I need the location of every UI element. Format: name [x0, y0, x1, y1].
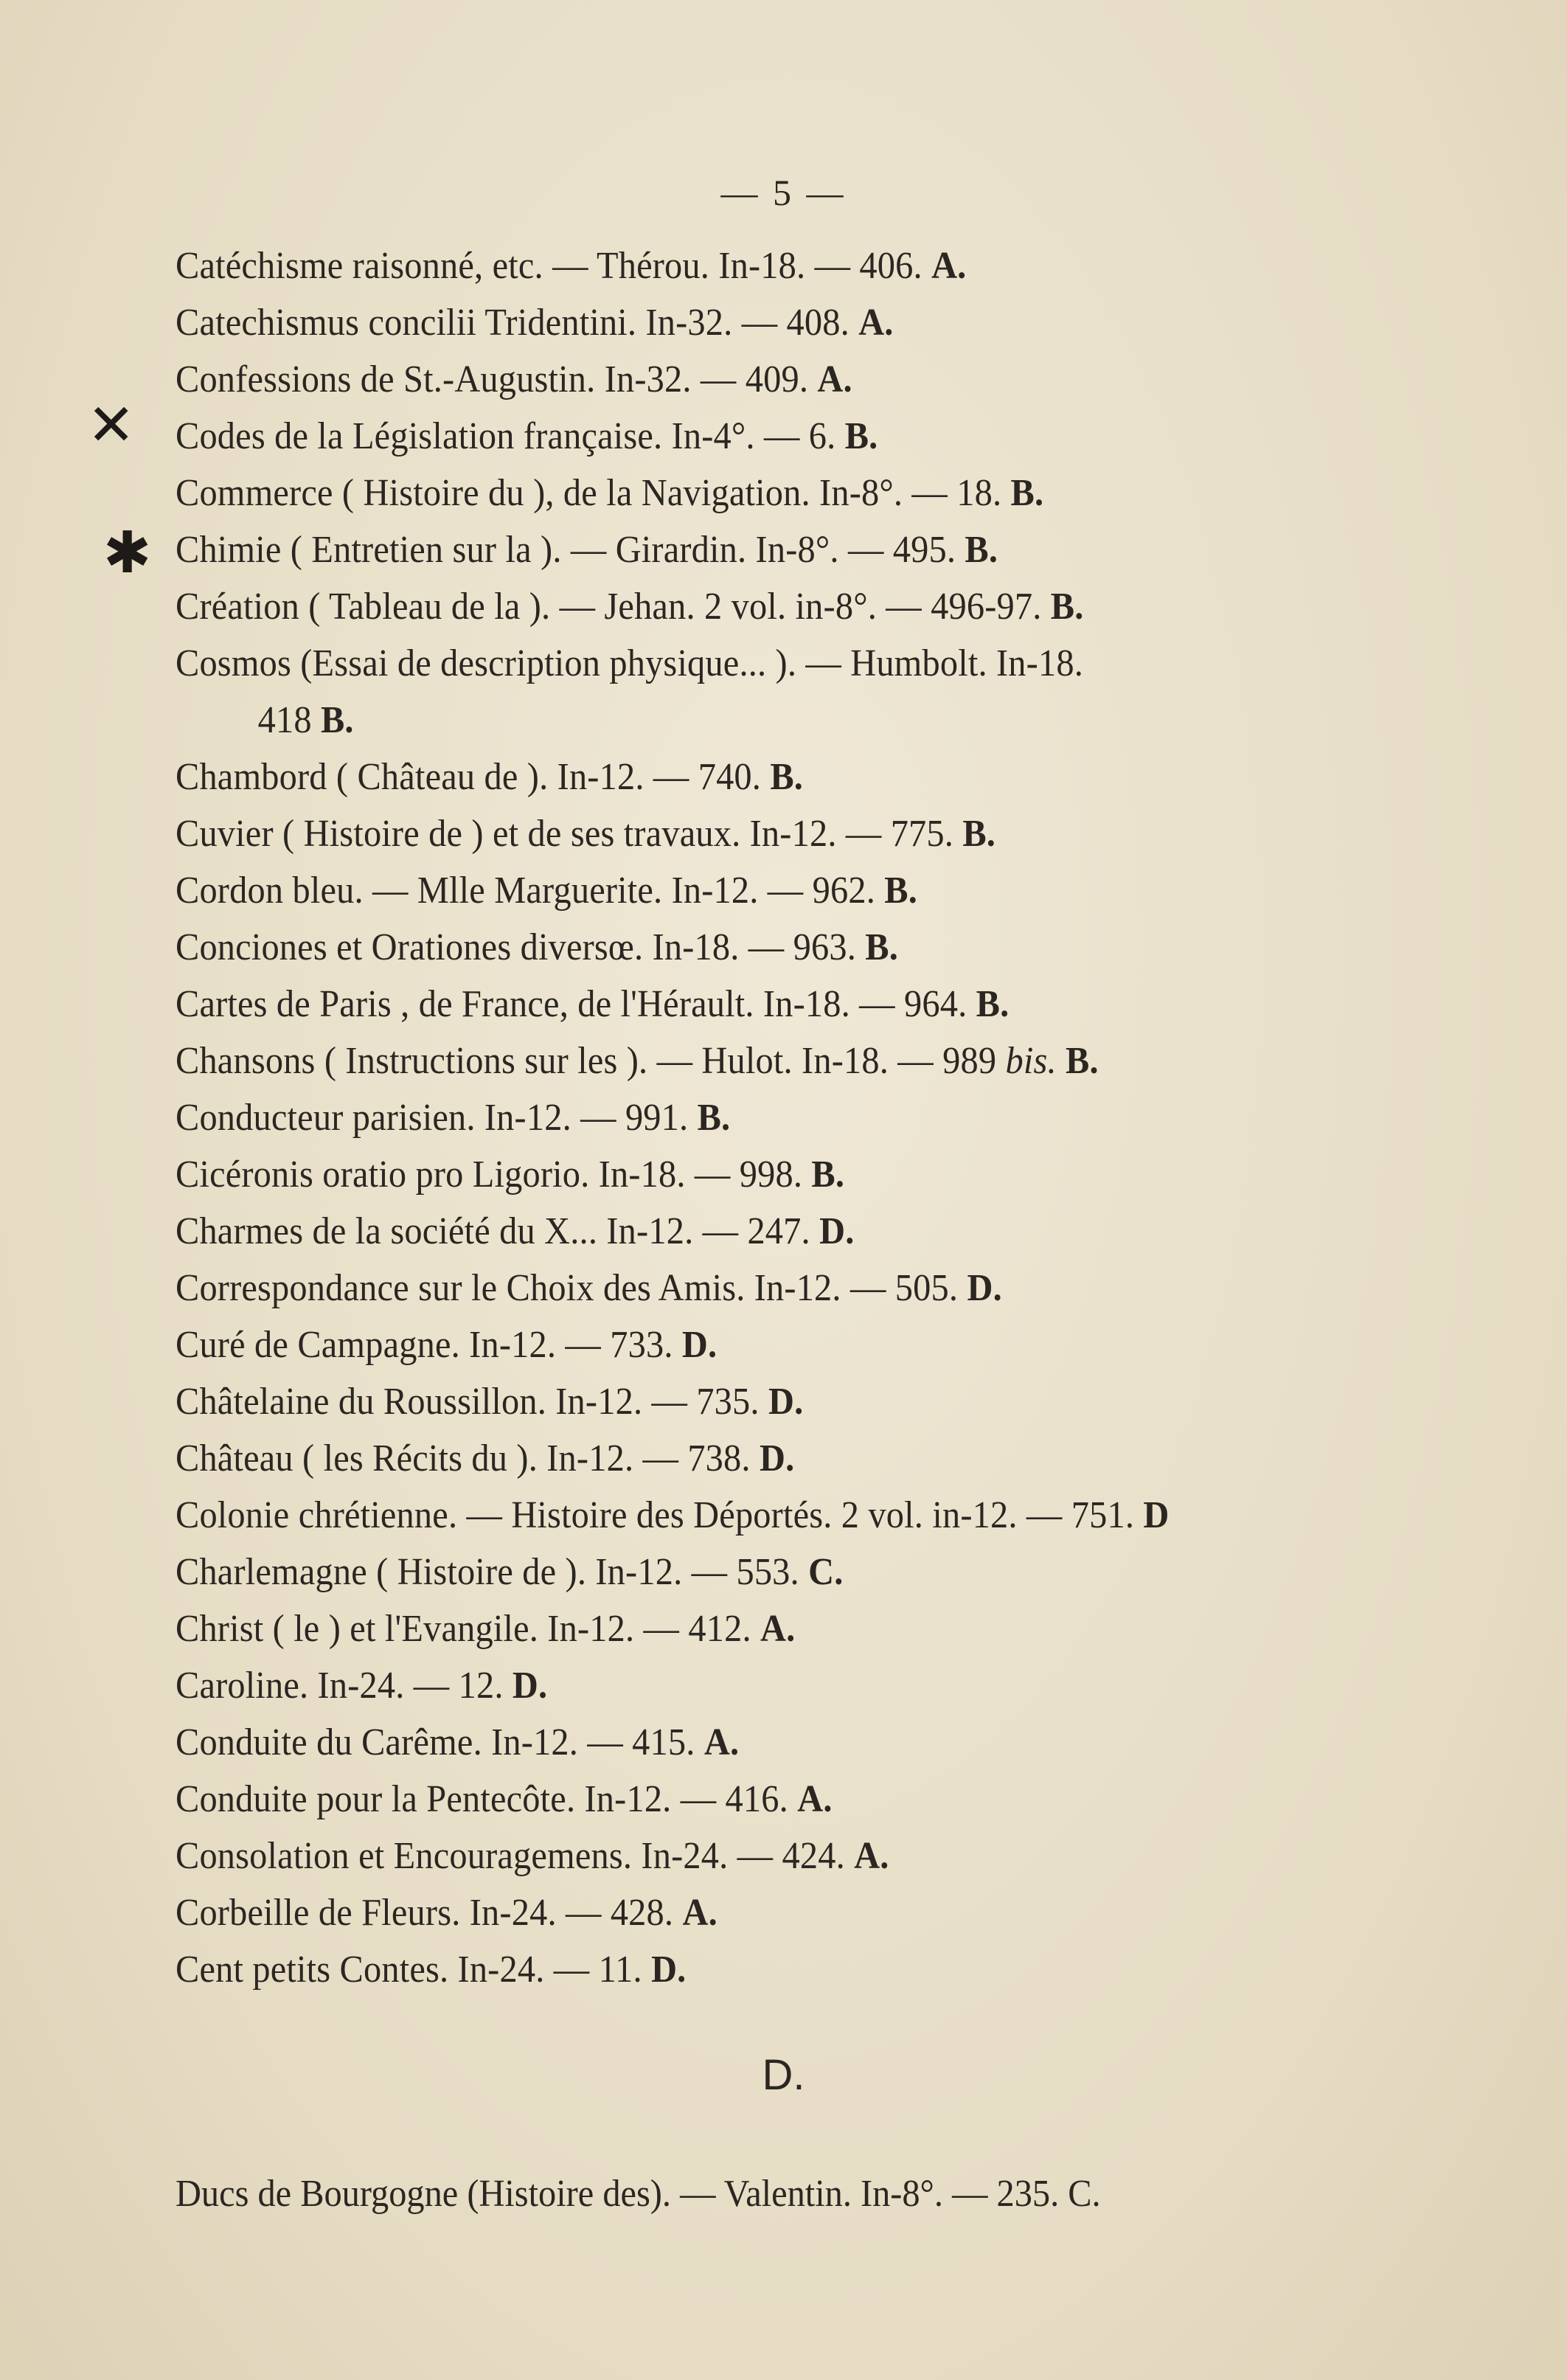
entry-text: Consolation et Encouragemens. In-24. — 424. — [176, 1835, 845, 1877]
catalogue-entry — [176, 351, 1300, 408]
entry-code: B. — [884, 870, 918, 912]
catalogue-entry — [176, 919, 1300, 976]
entry-text: Cartes de Paris , de France, de l'Hérault. In-18. — 964. — [176, 983, 967, 1025]
entry-code: C. — [1068, 2173, 1101, 2215]
entry-text: Christ ( le ) et l'Evangile. In-12. — 412. — [176, 1608, 751, 1650]
entry-text: 418 — [257, 699, 312, 741]
entry-text: Correspondance sur le Choix des Amis. In-12. — 505. — [176, 1267, 959, 1309]
catalogue-entry — [176, 635, 1300, 692]
catalogue-entry — [176, 1544, 1300, 1600]
entry-code: B. — [865, 926, 899, 968]
entry-code: B. — [844, 415, 878, 457]
entry-code: B. — [320, 699, 354, 741]
entry-code: A. — [854, 1835, 889, 1877]
catalogue-entry — [176, 976, 1300, 1033]
entry-code: B. — [1050, 586, 1084, 628]
catalogue-entry — [176, 1033, 1300, 1089]
entry-code: C. — [808, 1551, 844, 1593]
entry-text: Commerce ( Histoire du ), de la Navigation. In-8°. — 18. — [176, 472, 1002, 514]
entry-text: Châtelaine du Roussillon. In-12. — 735. — [176, 1381, 760, 1423]
catalogue-entry — [176, 237, 1300, 294]
entry-code: A. — [760, 1608, 796, 1650]
catalogue-entry — [176, 1316, 1300, 1373]
page-number: — 5 — — [720, 172, 847, 213]
entry-code: D. — [681, 1324, 718, 1366]
entry-text: Colonie chrétienne. — Histoire des Déportés. 2 vol. in-12. — 751. — [176, 1494, 1135, 1536]
entry-code: A. — [682, 1892, 718, 1934]
entry-code: B. — [697, 1097, 731, 1139]
entry-text: Confessions de St.-Augustin. In-32. — 409. — [176, 358, 809, 400]
entry-text: Catechismus concilii Tridentini. In-32. — 408. — [176, 302, 849, 344]
entry-code: D. — [967, 1267, 1002, 1309]
entry-text: Chimie ( Entretien sur la ). — Girardin. In-8°. — 495. — [176, 529, 956, 571]
catalogue-entry — [176, 578, 1300, 635]
entry-text: Château ( les Récits du ). In-12. — 738. — [176, 1437, 751, 1479]
section-heading: D. — [762, 2051, 805, 2099]
entry-text: Conciones et Orationes diversœ. In-18. — 963. — [176, 926, 857, 968]
entry-text: Chambord ( Château de ). In-12. — 740. — [176, 756, 762, 798]
catalogue-entry — [176, 2172, 1101, 2216]
catalogue-entry — [176, 1089, 1300, 1146]
catalogue-entry — [176, 805, 1300, 862]
entry-text: Cicéronis oratio pro Ligorio. In-18. — 998. — [176, 1153, 803, 1196]
catalogue-entry — [176, 1373, 1300, 1430]
entry-text: Cent petits Contes. In-24. — 11. — [176, 1949, 642, 1991]
catalogue-entry — [176, 1203, 1300, 1260]
catalogue-entry — [176, 1600, 1300, 1657]
catalogue-entry — [176, 1714, 1300, 1771]
entry-code: B. — [811, 1153, 845, 1196]
catalogue-entry — [176, 408, 1300, 465]
entry-code: A. — [931, 245, 967, 287]
catalogue-entries — [176, 237, 1385, 1998]
entry-text: Caroline. In-24. — 12. — [176, 1665, 504, 1707]
entry-code: D. — [759, 1437, 795, 1479]
entry-text: Cosmos (Essai de description physique... ). — Humbolt. In-18. — [176, 642, 1083, 684]
entry-text: Conduite du Carême. In-12. — 415. — [176, 1721, 695, 1763]
entry-text: Cuvier ( Histoire de ) et de ses travaux. In-12. — 775. — [176, 813, 954, 855]
catalogue-entry — [176, 294, 1300, 351]
entry-code: A. — [797, 1778, 833, 1820]
entry-text: Curé de Campagne. In-12. — 733. — [176, 1324, 673, 1366]
entry-code: B. — [770, 756, 804, 798]
entry-text: Conducteur parisien. In-12. — 991. — [176, 1097, 689, 1139]
entry-text: Chansons ( Instructions sur les ). — Hulot. In-18. — 989 — [176, 1040, 997, 1082]
entry-text: Ducs de Bourgogne (Histoire des). — Valentin. In-8°. — 235. — [176, 2173, 1060, 2215]
catalogue-entry — [176, 1941, 1300, 1998]
entry-code: B. — [1066, 1040, 1099, 1082]
entry-text: Cordon bleu. — Mlle Marguerite. In-12. — 962. — [176, 870, 876, 912]
catalogue-entry — [176, 521, 1300, 578]
entry-text: Charmes de la société du X... In-12. — 247. — [176, 1210, 810, 1252]
entry-text: Catéchisme raisonné, etc. — Thérou. In-18. — 406. — [176, 245, 923, 287]
catalogue-entry — [176, 1771, 1300, 1828]
catalogue-entry — [176, 1884, 1300, 1941]
entry-code: B. — [965, 529, 998, 571]
catalogue-entry — [176, 1260, 1300, 1316]
catalogue-entry — [176, 1828, 1300, 1884]
entry-text: Charlemagne ( Histoire de ). In-12. — 553. — [176, 1551, 799, 1593]
catalogue-entry — [176, 1430, 1300, 1487]
catalogue-entry-continuation — [176, 692, 1300, 749]
cross-mark-icon: ✕ — [87, 392, 136, 459]
entry-code: A. — [703, 1721, 740, 1763]
entry-text: Codes de la Législation française. In-4°. — 6. — [176, 415, 836, 457]
entry-code: B. — [1010, 472, 1044, 514]
entry-code: B. — [962, 813, 996, 855]
entry-code: D. — [819, 1210, 855, 1252]
catalogue-entry — [176, 862, 1300, 919]
catalogue-entry — [176, 749, 1300, 805]
asterisk-mark-icon: ✱ — [103, 520, 152, 586]
entry-text: Corbeille de Fleurs. In-24. — 428. — [176, 1892, 674, 1934]
entry-bis: bis. — [1005, 1040, 1057, 1082]
entry-code: B. — [976, 983, 1010, 1025]
entry-code: D — [1143, 1494, 1170, 1536]
entry-code: A. — [817, 358, 852, 400]
entry-code: D. — [768, 1381, 804, 1423]
catalogue-entry — [176, 1487, 1300, 1544]
catalogue-entry — [176, 1657, 1300, 1714]
catalogue-entry — [176, 1146, 1300, 1203]
entry-code: A. — [858, 302, 894, 344]
entry-code: D. — [651, 1949, 687, 1991]
entry-code: D. — [512, 1665, 548, 1707]
entry-text: Conduite pour la Pentecôte. In-12. — 416. — [176, 1778, 788, 1820]
catalogue-entry — [176, 465, 1300, 521]
entry-text: Création ( Tableau de la ). — Jehan. 2 vol. in-8°. — 496-97. — [176, 586, 1042, 628]
